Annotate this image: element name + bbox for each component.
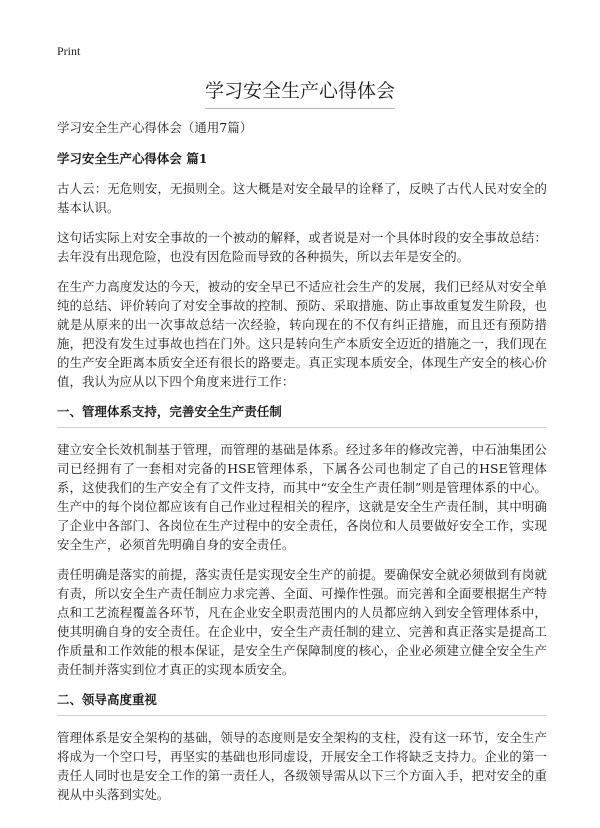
paragraph-intro-3: 在生产力高度发达的今天，被动的安全早已不适应社会生产的发展，我们已经从对安全单纯的总结、评价转向了对安全事故的控制、预防、采取措施、防止事故重复发生阶段，也就是从原来的出一次事故总结一次经验，转向现在的不仅有纠正措施，而且还有预防措施，把没有发生过事故也挡在门外。这只是转向生产本质安全迈近的措施之一，我们现在的生产安全距离本质安全还有很长的路要走。真正实现本质安全，体现生产安全的核心价值，我认为应从以下四个角度来进行工作： (57, 279, 547, 389)
section-1-heading: 一、管理体系支持，完善安全生产责任制 (57, 404, 282, 419)
page-title-text: 学习安全生产心得体会 (205, 80, 395, 109)
section-1-heading-block (57, 402, 547, 428)
section-2-paragraph-1: 管理体系是安全架构的基础，领导的态度则是安全架构的支柱，没有这一环节，安全生产将成为一个空口号，再坚实的基础也形同虚设，开展安全工作将缺乏支持力。企业的第一责任人同时也是安全工作的第一责任人，各级领导需从以下三个方面入手，把对安全的重视从中头落到实处。 (57, 730, 547, 802)
section-2-heading: 二、领导高度重视 (57, 692, 157, 707)
page-title (0, 76, 600, 103)
section-2-heading-block (57, 690, 547, 716)
part-heading: 学习安全生产心得体会 篇1 (57, 151, 208, 166)
document-body (57, 118, 547, 815)
section-1-paragraph-1: 建立安全长效机制基于管理，而管理的基础是体系。经过多年的修改完善，中石油集团公司已经拥有了一套相对完备的HSE管理体系，下属各公司也制定了自己的HSE管理体系，这使我们的生产安全有了文件支持，而其中“安全生产责任制”则是管理体系的中心。生产中的每个岗位都应该有自己作业过程相关的程序，这就是安全生产责任制，其中明确了企业中各部门、各岗位在生产过程中的安全责任，各岗位和人员要做好安全工作，实现安全生产，必须首先明确自身的安全责任。 (57, 442, 547, 552)
section-1-paragraph-2: 责任明确是落实的前提，落实责任是实现安全生产的前提。要确保安全就必须做到有岗就有责，所以安全生产责任制应力求完善、全面、可操作性强。而完善和全面要根据生产特点和工艺流程覆盖各环节，凡在企业安全职责范围内的人员都应纳入到安全管理体系中，使其明确自身的安全责任。在企业中，安全生产责任制的建立、完善和真正落实是提高工作质量和工作效能的根本保证，是安全生产保障制度的核心，企业必须建立健全安全生产责任制并落实到位才真正的实现本质安全。 (57, 567, 547, 677)
paragraph-intro-2: 这句话实际上对安全事故的一个被动的解释，或者说是对一个具体时段的安全事故总结：去年没有出现危险，也没有因危险而导致的各种损失，所以去年是安全的。 (57, 230, 547, 264)
document-subtitle: 学习安全生产心得体会（通用7篇） (57, 120, 253, 135)
paragraph-intro-1: 古人云：无危则安，无损则全。这大概是对安全最早的诠释了，反映了古代人民对安全的基本认识。 (57, 181, 547, 215)
print-link[interactable]: Print (57, 44, 81, 58)
